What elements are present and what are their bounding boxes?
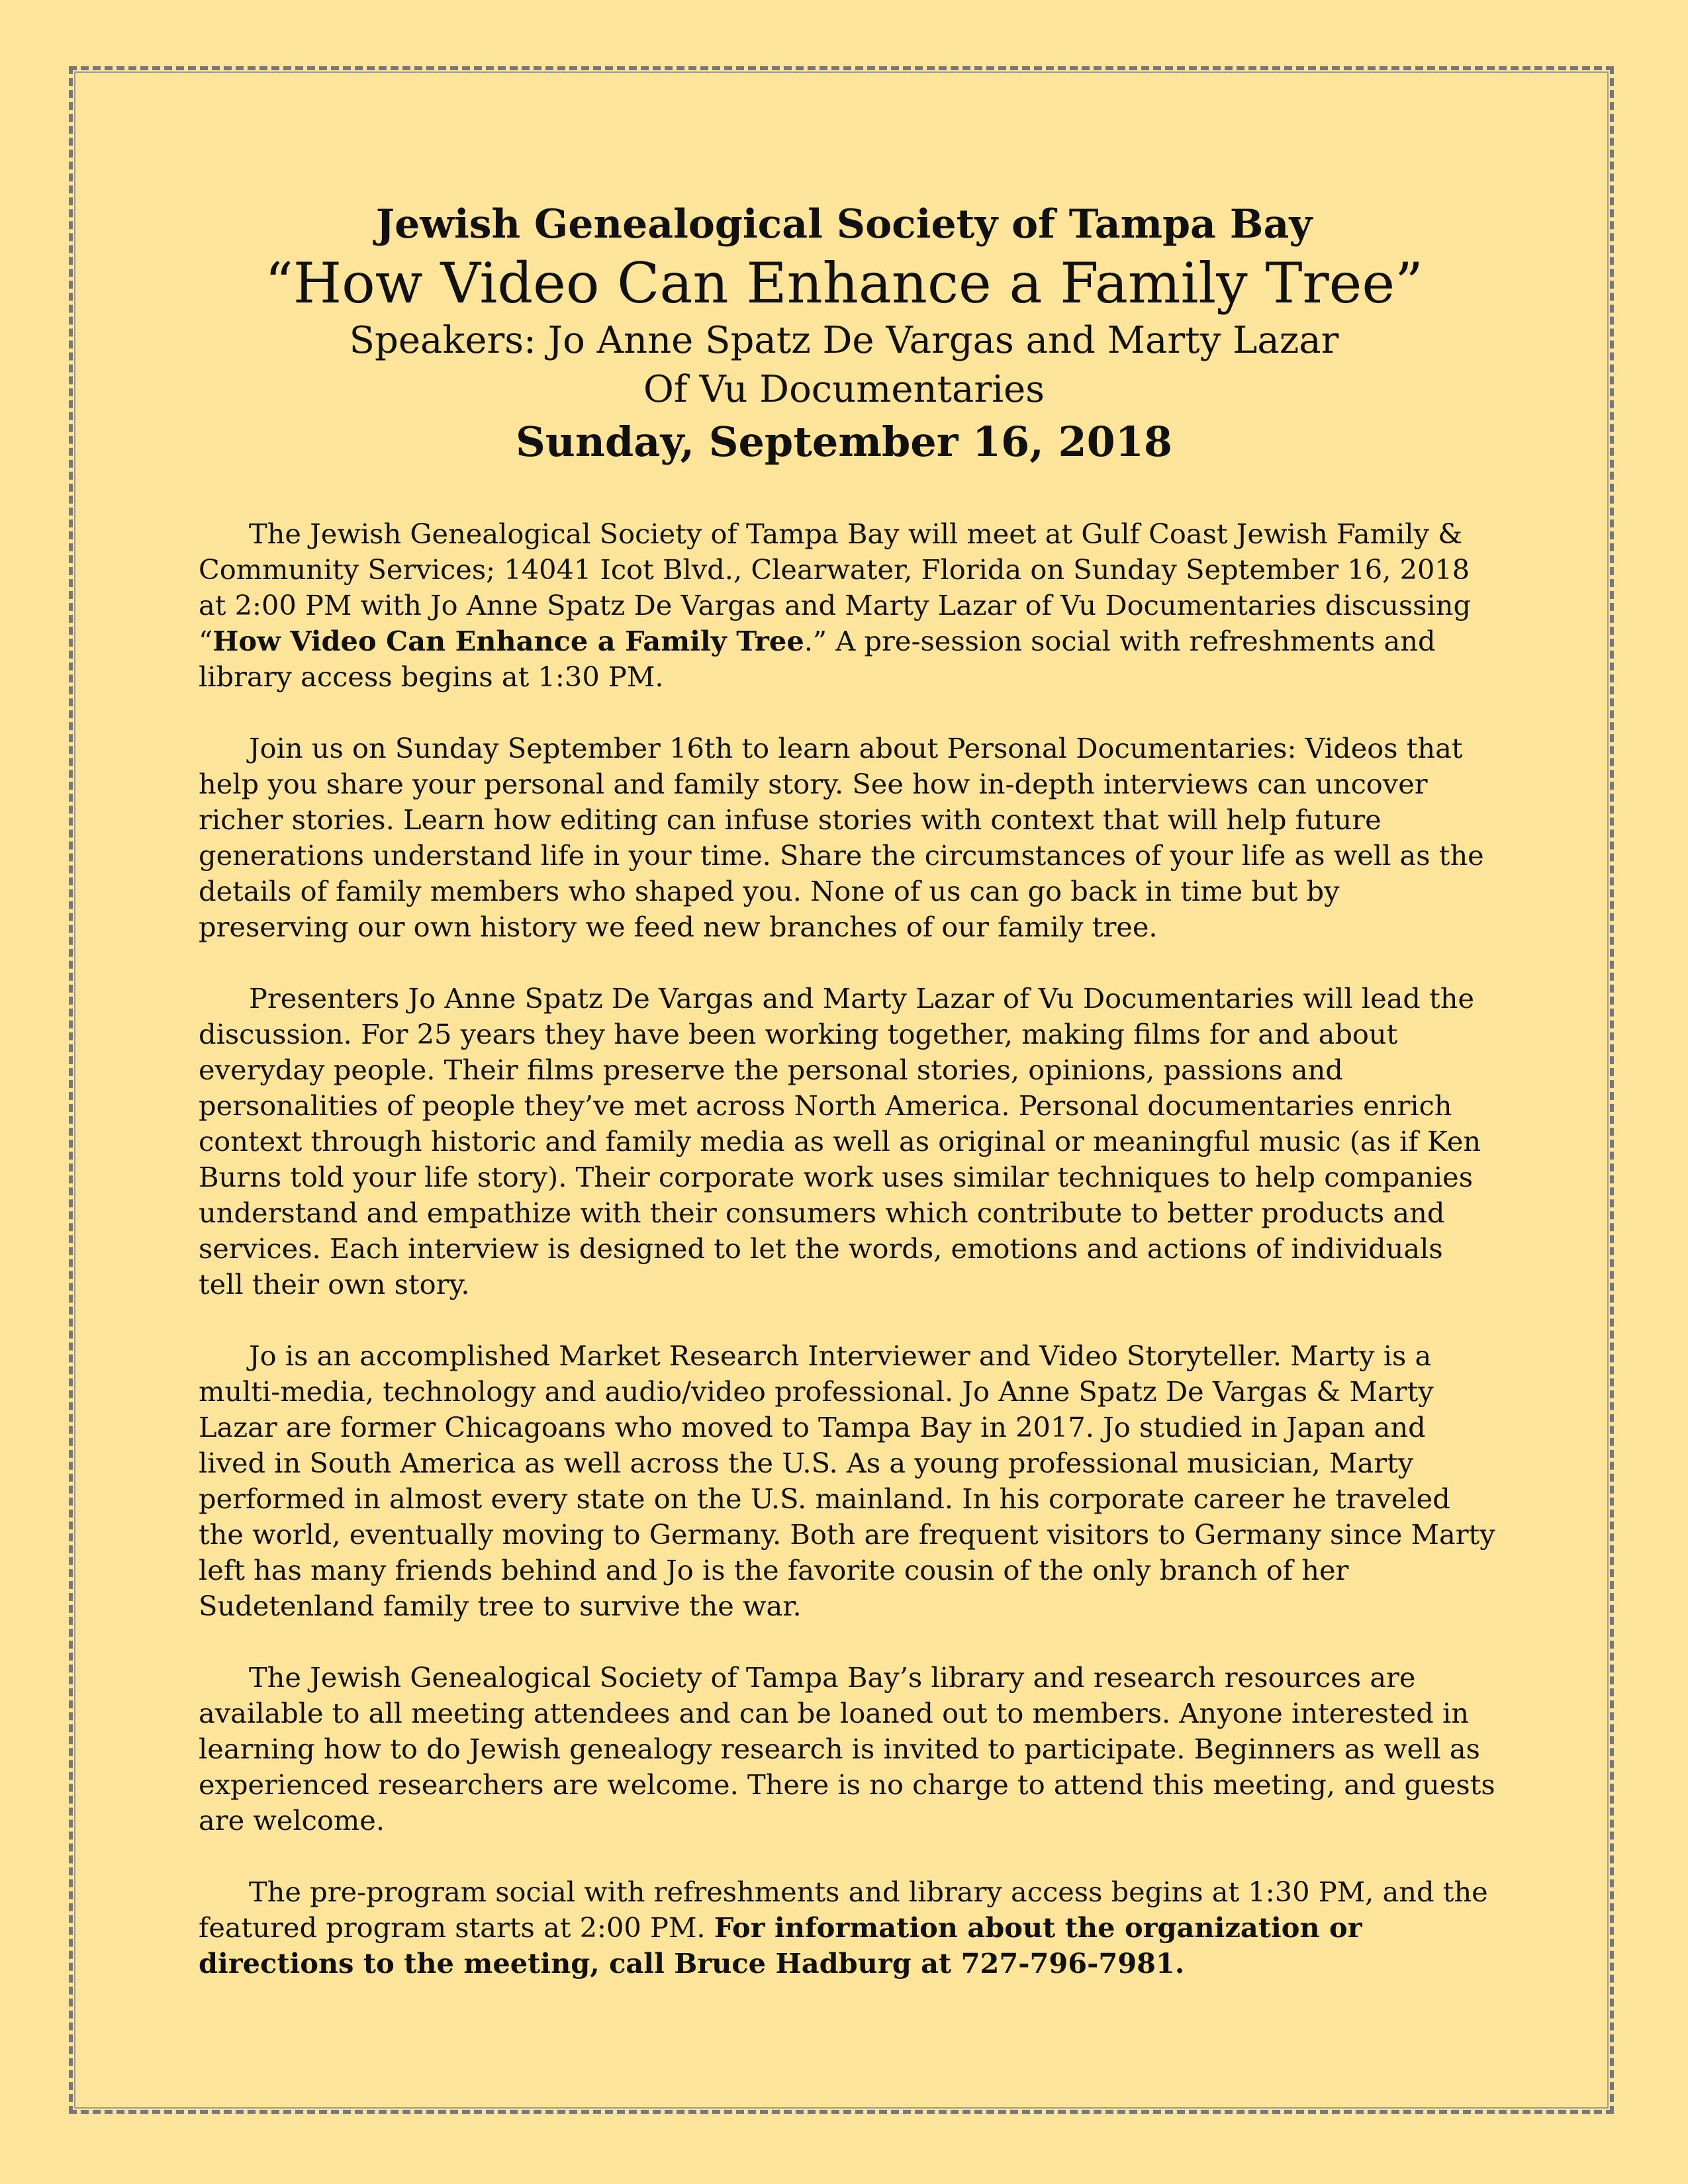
paragraph-text: .” A pre-session social with refreshments and library access begins at 1:30 PM. [199,625,1436,693]
company-line: Of Vu Documentaries [643,368,1045,411]
contact-info: For information about the organization or directions to the meeting, call Bruce Hadburg at 727-796-7981. [199,1911,1362,1979]
paragraph-meeting-info [199,516,1496,695]
speakers-line: Speakers: Jo Anne Spatz De Vargas and Marty Lazar [349,319,1339,362]
paragraph-library: The Jewish Genealogical Society of Tampa Bay’s library and research resources are available to all meeting attendees and can be loaned out to members. Anyone interested in learning how to do Jewish genealogy research is invited to participate. Beginners as well as experienced researchers are welcome. There is no charge to attend this meeting, and guests are welcome. [199,1661,1495,1837]
flyer-header [199,199,1489,470]
paragraph-contact [199,1874,1496,1981]
talk-title-inline: How Video Can Enhance a Family Tree [212,625,804,657]
paragraph-presenters: Presenters Jo Anne Spatz De Vargas and Marty Lazar of Vu Documentaries will lead the discussion. For 25 years they have been working together, making films for and about everyday people. Their films preserve the personal stories, opinions, passions and personalities of people they’ve met across North America. Personal documentaries enrich context through historic and family media as well as original or meaningful music (as if Ken Burns told your life story). Their corporate work uses similar techniques to help companies understand and empathize with their consumers which contribute to better products and services. Each interview is designed to let the words, emotions and actions of individuals tell their own story. [199,982,1481,1300]
paragraph-text: The Jewish Genealogical Society of Tampa Bay will meet at Gulf Coast Jewish Family & Community Services; 14041 Icot Blvd., Clearwater, Florida on Sunday September 16, 2018 at 2:00 PM with Jo Anne Spatz De Vargas and Marty Lazar of Vu Documentaries discussing “ [199,518,1472,657]
org-title: Jewish Genealogical Society of Tampa Bay [375,201,1313,248]
paragraph-bios: Jo is an accomplished Market Research Interviewer and Video Storyteller. Marty is a multi-media, technology and audio/video professional. Jo Anne Spatz De Vargas & Marty Lazar are former Chicagoans who moved to Tampa Bay in 2017. Jo studied in Japan and lived in South America as well across the U.S. As a young professional musician, Marty performed in almost every state on the U.S. mainland. In his corporate career he traveled the world, eventually moving to Germany. Both are frequent visitors to Germany since Marty left has many friends behind and Jo is the favorite cousin of the only branch of her Sudetenland family tree to survive the war. [199,1340,1495,1622]
flyer-body [199,516,1496,2017]
event-date: Sunday, September 16, 2018 [515,418,1173,466]
paragraph-text: The pre-program social with refreshments and library access begins at 1:30 PM, and the featured program starts at 2:00 PM. [199,1876,1488,1944]
paragraph-join-us: Join us on Sunday September 16th to learn about Personal Documentaries: Videos that help you share your personal and family story. See how in-depth interviews can uncover richer stories. Learn how editing can infuse stories with context that will help future generations understand life in your time. Share the circumstances of your life as well as the details of family members who shaped you. None of us can go back in time but by preserving our own history we feed new branches of our family tree. [199,732,1484,943]
event-title: “How Video Can Enhance a Family Tree” [264,251,1423,316]
